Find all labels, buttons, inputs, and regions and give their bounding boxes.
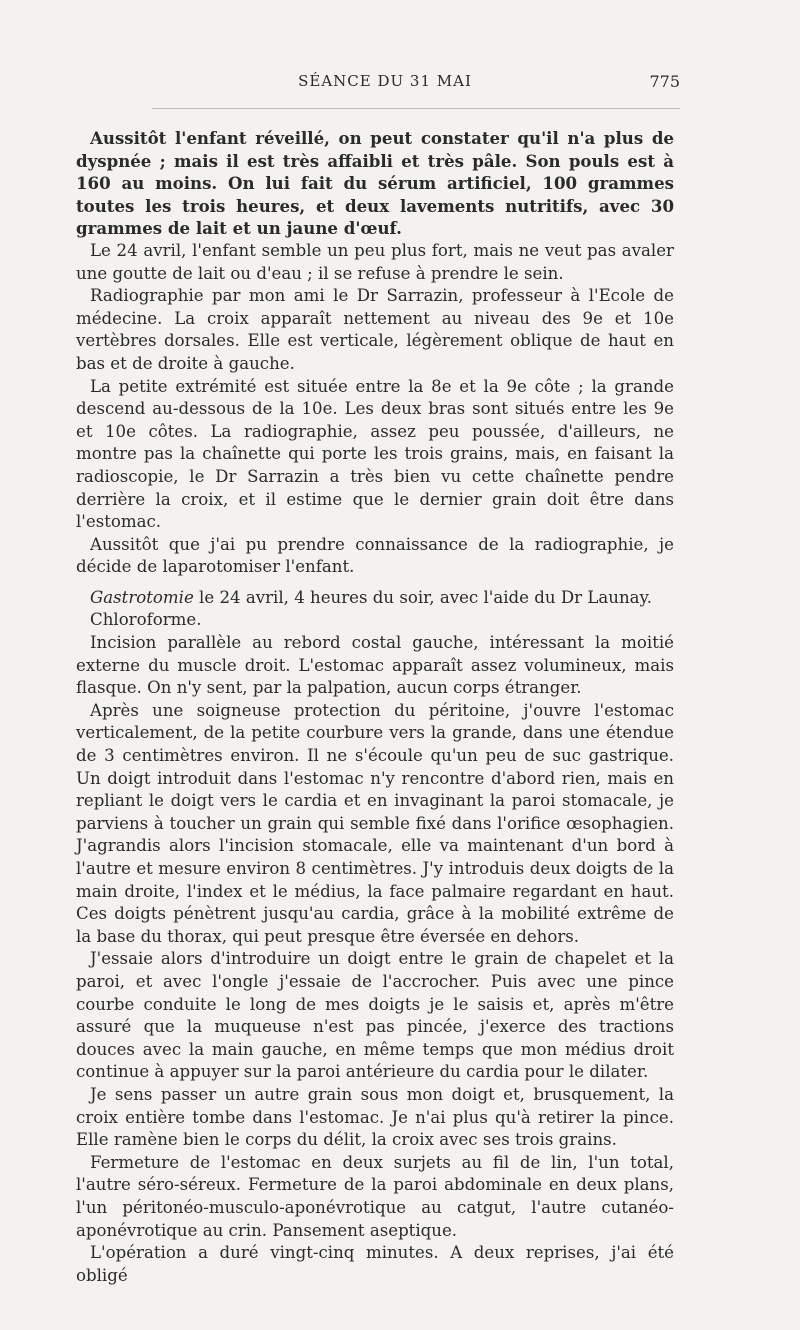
operation-paragraph-5: Je sens passer un autre grain sous mon doigt et, brusquement, la croix entière tombe dans l'estomac. Je n'ai plus qu'à retirer la pince. Elle ramène bien le corps du délit, la croix avec ses trois grains. xyxy=(76,1084,674,1150)
operation-paragraph-1: Chloroforme. xyxy=(90,610,202,630)
operation-paragraph-4: J'essaie alors d'introduire un doigt entre le grain de chapelet et la paroi, et avec l'ongle j'essaie de l'accrocher. Puis avec une pince courbe conduite le long de mes doigts je le saisis et, après m'être assuré que la muqueuse n'est pas pincée, j'exerce des tractions douces avec la main gauche, en même temps que mon médius droit continue à appuyer sur la paroi antérieure du cardia pour le dilater. xyxy=(76,949,674,1082)
paragraph-5: Aussitôt que j'ai pu prendre connaissance de la radiographie, je décide de laparotomiser l'enfant. xyxy=(76,534,674,577)
header-rule xyxy=(152,108,680,109)
operation-title-rest: le 24 avril, 4 heures du soir, avec l'aide du Dr Launay. xyxy=(193,587,652,607)
page-header xyxy=(90,72,680,96)
operation-paragraph-2: Incision parallèle au rebord costal gauche, intéressant la moitié externe du muscle droit. L'estomac apparaît assez volumineux, mais flasque. On n'y sent, par la palpation, aucun corps étranger. xyxy=(76,633,674,698)
page-number: 775 xyxy=(649,72,680,91)
paragraph-4: La petite extrémité est située entre la 8e et la 9e côte ; la grande descend au-dessous de la 10e. Les deux bras sont situés entre les 9e et 10e côtes. La radiographie, assez peu poussée, d'ailleurs, ne montre pas la chaînette qui porte les trois grains, mais, en faisant la radioscopie, le Dr Sarrazin a très bien vu cette chaînette pendre derrière la croix, et il estime que le dernier grain doit être dans l'estomac. xyxy=(76,376,674,532)
operation-paragraph-3: Après une soigneuse protection du péritoine, j'ouvre l'estomac verticalement, de la petite courbure vers la grande, dans une étendue de 3 centimètres environ. Il ne s'écoule qu'un peu de suc gastrique. Un doigt introduit dans l'estomac n'y rencontre d'abord rien, mais en repliant le doigt vers le cardia et en invaginant la paroi stomacale, je parviens à toucher un grain qui semble fixé dans l'orifice œsophagien. J'agrandis alors l'incision stomacale, elle va maintenant d'un bord à l'autre et mesure environ 8 centimètres. J'y introduis deux doigts de la main droite, l'index et le médius, la face palmaire regardant en haut. Ces doigts pénètrent jusqu'au cardia, grâce à la mobilité extrême de la base du thorax, qui peut presque être éversée en dehors. xyxy=(76,700,674,946)
paragraph-2: Le 24 avril, l'enfant semble un peu plus fort, mais ne veut pas avaler une goutte de lait ou d'eau ; il se refuse à prendre le sein. xyxy=(76,240,674,283)
operation-heading xyxy=(76,587,674,610)
body-text xyxy=(76,127,674,1287)
operation-title: Gastrotomie xyxy=(90,587,194,607)
operation-paragraph-7: L'opération a duré vingt-cinq minutes. A deux reprises, j'ai été obligé xyxy=(76,1243,674,1285)
paragraph-3: Radiographie par mon ami le Dr Sarrazin, professeur à l'Ecole de médecine. La croix apparaît nettement au niveau des 9e et 10e vertèbres dorsales. Elle est verticale, légèrement oblique de haut en bas et de droite à gauche. xyxy=(76,286,674,373)
paragraph-1: Aussitôt l'enfant réveillé, on peut constater qu'il n'a plus de dyspnée ; mais il est très affaibli et très pâle. Son pouls est à 160 au moins. On lui fait du sérum artificiel, 100 grammes toutes les trois heures, et deux lavements nutritifs, avec 30 grammes de lait et un jaune d'œuf. xyxy=(76,128,674,239)
operation-paragraph-6: Fermeture de l'estomac en deux surjets au fil de lin, l'un total, l'autre séro-séreux. Fermeture de la paroi abdominale en deux plans, l'un péritonéo-musculo-aponévrotique au catgut, l'autre cutanéo-aponévrotique au crin. Pansement aseptique. xyxy=(76,1152,674,1240)
running-title: SÉANCE DU 31 MAI xyxy=(298,72,472,90)
